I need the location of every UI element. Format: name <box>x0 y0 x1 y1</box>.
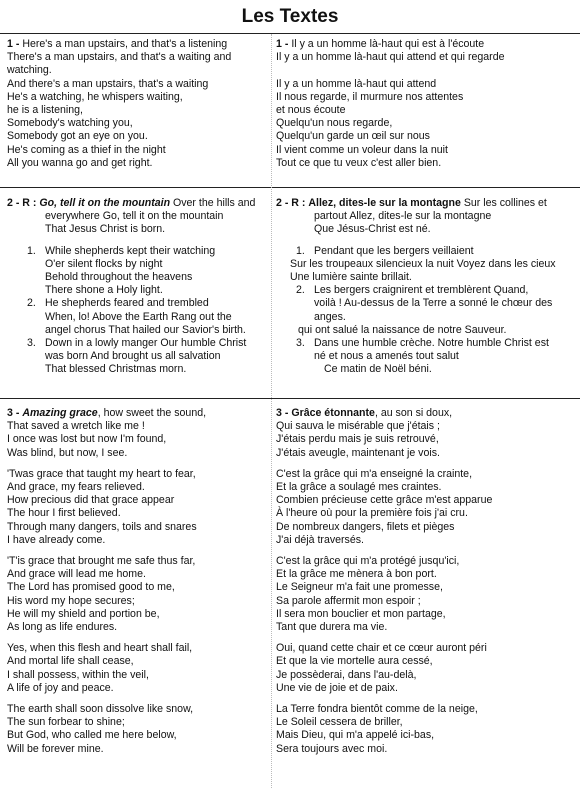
s2-en-line: That blessed Christmas morn. <box>45 363 187 376</box>
s2-en-line: There shone a Holy light. <box>45 284 163 297</box>
s3-fr-line: Oui, quand cette chair et ce cœur auront péri <box>276 642 487 655</box>
s1-en-line: All you wanna go and get right. <box>7 156 153 169</box>
s3-en-line: 'Twas grace that taught my heart to fear, <box>7 467 196 480</box>
s2-en-item: 1. While shepherds kept their watching <box>27 244 216 257</box>
section-1-english <box>7 38 275 170</box>
s2-fr-line: né et nous a amenés tout salut <box>314 350 459 363</box>
s3-en-line: And mortal life shall cease, <box>7 655 134 668</box>
section-2-english <box>7 197 275 377</box>
divider-top <box>0 33 580 34</box>
s3-en-line: Will be forever mine. <box>7 742 104 755</box>
s3-fr-line: Qui sauva le misérable que j'étais ; <box>276 420 440 433</box>
s2-en-line: O'er silent flocks by night <box>45 257 163 270</box>
s1-en-line: he is a listening, <box>7 104 83 117</box>
s1-fr-line <box>276 64 544 77</box>
s1-en-line: Somebody got an eye on you. <box>7 130 148 143</box>
s1-fr-line: Il y a un homme là-haut qui attend <box>276 77 437 90</box>
s3-en-line: How precious did that grace appear <box>7 494 175 507</box>
s1-fr-line: Quelqu'un nous regarde, <box>276 117 393 130</box>
s1-fr-line: Quelqu'un garde un œil sur nous <box>276 130 430 143</box>
s3-fr-line: Et la grâce a soulagé mes craintes. <box>276 481 442 494</box>
s1-en-line: And there's a man upstairs, that's a waiting <box>7 77 209 90</box>
s1-en-line: He's coming as a thief in the night <box>7 143 166 156</box>
s2-fr-line: Ce matin de Noël béni. <box>324 363 432 376</box>
s2-en-line: That Jesus Christ is born. <box>45 223 166 236</box>
s2-fr-line: voilà ! Au-dessus de la Terre a sonné le chœur des <box>314 297 553 310</box>
s2-en-line: When, lo! Above the Earth Rang out the <box>45 310 232 323</box>
s3-fr-line: Combien précieuse cette grâce m'est apparue <box>276 494 493 507</box>
s1-en-line: watching. <box>7 64 52 77</box>
s3-fr-heading: 3 - Grâce étonnante, au son si doux, <box>276 407 453 419</box>
s3-en-heading: 3 - Amazing grace, how sweet the sound, <box>7 407 207 419</box>
s2-en-item: 2. He shepherds feared and trembled <box>27 297 209 310</box>
s2-fr-line: Sur les troupeaux silencieux la nuit Voyez dans les cieux <box>290 257 556 270</box>
s1-fr-line: 1 - Il y a un homme là-haut qui est à l'écoute <box>276 38 485 50</box>
s2-fr-line: qui ont salué la naissance de notre Sauveur. <box>298 323 507 336</box>
page-title: Les Textes <box>241 6 339 27</box>
divider-section-2 <box>0 398 580 399</box>
s3-fr-line: Et la grâce me mènera à bon port. <box>276 568 437 581</box>
s3-fr-line: J'étais perdu mais je suis retrouvé, <box>276 433 439 446</box>
s3-en-line: As long as life endures. <box>7 621 118 634</box>
s1-en-line: Somebody's watching you, <box>7 117 133 130</box>
s2-fr-item: 3. Dans une humble crèche. Notre humble Christ est <box>296 337 549 350</box>
s3-fr-line: Je possèderai, dans l'au-delà, <box>276 668 417 681</box>
s3-en-line: I once was lost but now I'm found, <box>7 433 167 446</box>
s3-fr-line: Une vie de joie et de paix. <box>276 681 398 694</box>
s3-fr-line: Il sera mon bouclier et mon partage, <box>276 607 446 620</box>
s3-fr-line: J'ai déjà traversés. <box>276 533 364 546</box>
s1-fr-line: Tout ce que tu veux c'est aller bien. <box>276 156 442 169</box>
s3-fr-line: C'est la grâce qui m'a protégé jusqu'ici, <box>276 555 460 568</box>
s3-en-line: He will my shield and portion be, <box>7 607 160 620</box>
s2-en-line: Behold throughout the heavens <box>45 271 193 284</box>
s3-fr-line: J'étais aveugle, maintenant je vois. <box>276 446 440 459</box>
s3-en-line: Through many dangers, toils and snares <box>7 520 197 533</box>
s3-fr-line: Le Seigneur m'a fait une promesse, <box>276 581 443 594</box>
s2-en-line: everywhere Go, tell it on the mountain <box>45 210 224 223</box>
s1-fr-line: Il nous regarde, il murmure nos attentes <box>276 90 464 103</box>
s3-en-line: And grace will lead me home. <box>7 568 146 581</box>
s2-en-heading: 2 - R : Go, tell it on the mountain Over the hills and <box>7 197 256 209</box>
s3-en-line: That saved a wretch like me ! <box>7 420 145 433</box>
s3-en-line: Was blind, but now, I see. <box>7 446 128 459</box>
s3-en-line: A life of joy and peace. <box>7 681 114 694</box>
s3-en-line: I have already come. <box>7 533 106 546</box>
s2-fr-item: 1. Pendant que les bergers veillaient <box>296 244 474 257</box>
s3-en-line: The hour I first believed. <box>7 507 121 520</box>
s3-en-line: The Lord has promised good to me, <box>7 581 175 594</box>
s2-fr-line: anges. <box>314 310 346 323</box>
s3-fr-line: Mais Dieu, qui m'a appelé ici-bas, <box>276 729 435 742</box>
s3-en-line: The sun forbear to shine; <box>7 716 125 729</box>
s3-en-line: 'T'is grace that brought me safe thus far, <box>7 555 196 568</box>
s3-en-line: His word my hope secures; <box>7 594 135 607</box>
section-3-english <box>7 407 275 756</box>
s3-en-line: Yes, when this flesh and heart shall fail, <box>7 642 193 655</box>
s3-fr-line: La Terre fondra bientôt comme de la neige, <box>276 703 478 716</box>
s2-fr-line: partout Allez, dites-le sur la montagne <box>314 210 492 223</box>
s2-fr-line: Une lumière sainte brillait. <box>290 271 412 284</box>
s3-fr-line: C'est la grâce qui m'a enseigné la crainte, <box>276 467 473 480</box>
s3-fr-line: Sa parole affermit mon espoir ; <box>276 594 421 607</box>
s2-en-line: angel chorus That hailed our Savior's birth. <box>45 323 246 336</box>
s3-fr-line: Sera toujours avec moi. <box>276 742 388 755</box>
s1-en-line: 1 - Here's a man upstairs, and that's a listening <box>7 38 228 50</box>
s2-fr-item: 2. Les bergers craignirent et tremblèrent Quand, <box>296 284 529 297</box>
s1-fr-line: Il vient comme un voleur dans la nuit <box>276 143 448 156</box>
s1-fr-line: et nous écoute <box>276 104 346 117</box>
s2-en-item: 3. Down in a lowly manger Our humble Christ <box>27 337 247 350</box>
divider-section-1 <box>0 187 580 188</box>
s1-fr-line: Il y a un homme là-haut qui attend et qui regarde <box>276 51 505 64</box>
s3-fr-line: De nombreux dangers, filets et pièges <box>276 520 455 533</box>
s3-fr-line: À l'heure où pour la première fois j'ai cru. <box>276 507 468 520</box>
s3-fr-line: Le Soleil cessera de briller, <box>276 716 403 729</box>
section-1-french <box>276 38 544 170</box>
s2-en-line: was born And brought us all salvation <box>45 350 221 363</box>
s2-fr-heading: 2 - R : Allez, dites-le sur la montagne Sur les collines et <box>276 197 547 209</box>
s3-en-line: I shall possess, within the veil, <box>7 668 149 681</box>
s3-fr-line: Et que la vie mortelle aura cessé, <box>276 655 433 668</box>
s1-en-line: He's a watching, he whispers waiting, <box>7 90 183 103</box>
s3-en-line: The earth shall soon dissolve like snow, <box>7 703 194 716</box>
s1-en-line: There's a man upstairs, and that's a waiting and <box>7 51 232 64</box>
s3-en-line: But God, who called me here below, <box>7 729 177 742</box>
s2-fr-line: Que Jésus-Christ est né. <box>314 223 431 236</box>
s3-en-line: And grace, my fears relieved. <box>7 481 145 494</box>
s3-fr-line: Tant que durera ma vie. <box>276 621 388 634</box>
section-3-french <box>276 407 544 756</box>
section-2-french <box>276 197 556 377</box>
